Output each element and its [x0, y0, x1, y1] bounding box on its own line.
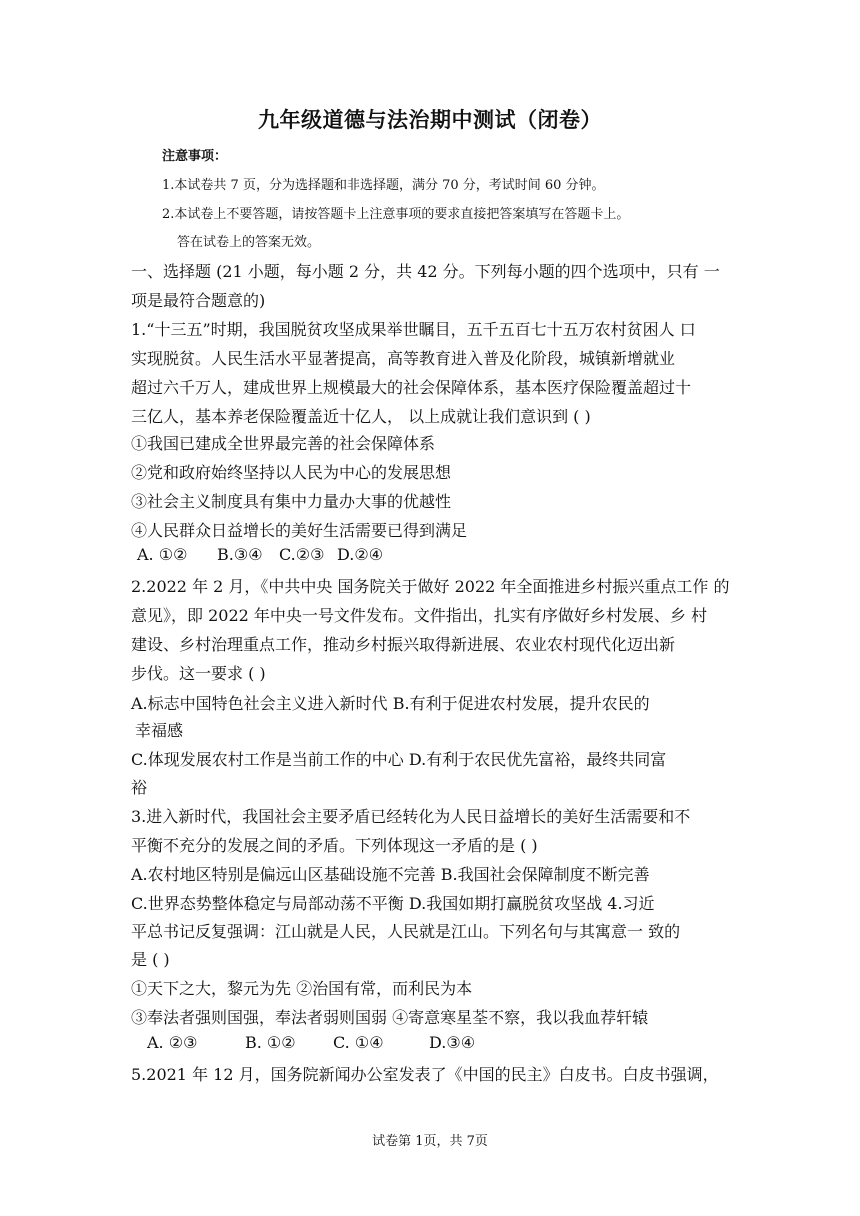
q1-stem-line: 1.“十三五”时期，我国脱贫攻坚成果举世瞩目，五千五百七十五万农村贫困人 口: [131, 320, 696, 339]
q4-option-c: C. ①④: [333, 1033, 384, 1052]
q1-item: ③社会主义制度具有集中力量办大事的优越性: [131, 492, 452, 511]
q2-option-line: A.标志中国特色社会主义进入新时代 B.有利于促进农村发展，提升农民的: [131, 694, 650, 713]
q1-stem-line: 三亿人，基本养老保险覆盖近十亿人， 以上成就让我们意识到 ( ): [131, 407, 591, 426]
q1-options: [137, 545, 383, 564]
q3-line: 平总书记反复强调：江山就是人民，人民就是江山。下列名句与其寓意一 致的: [131, 922, 681, 941]
q4-option-a: A. ②③: [147, 1033, 198, 1052]
q1-stem-line: 超过六千万人，建成世界上规模最大的社会保障体系，基本医疗保险覆盖超过十: [131, 378, 692, 397]
notice-item-3: 答在试卷上的答案无效。: [177, 235, 321, 250]
q2-stem-line: 意见》，即 2022 年中央一号文件发布。文件指出，扎实有序做好乡村发展、乡 村: [131, 606, 707, 625]
q1-option-c: C.②③: [279, 545, 325, 564]
q2-option-line: C.体现发展农村工作是当前工作的中心 D.有利于农民优先富裕，最终共同富: [131, 750, 667, 769]
q5-line: 5.2021 年 12 月，国务院新闻办公室发表了《中国的民主》白皮书。白皮书强调，: [131, 1065, 719, 1084]
section-heading: 一、选择题 (21 小题，每小题 2 分，共 42 分。下列每小题的四个选项中，只有 一: [131, 262, 720, 281]
page-footer: 试卷第 1页，共 7页: [372, 1134, 488, 1149]
notice-item-2: 2.本试卷上不要答题，请按答题卡上注意事项的要求直接把答案填写在答题卡上。: [162, 207, 630, 222]
q3-line: 3.进入新时代，我国社会主要矛盾已经转化为人民日益增长的美好生活需要和不: [131, 807, 691, 826]
q2-stem-line: 步伐。这一要求 ( ): [131, 664, 266, 683]
q3-line: A.农村地区特别是偏远山区基础设施不完善 B.我国社会保障制度不断完善: [131, 865, 650, 884]
q4-option-d: D.③④: [429, 1033, 476, 1052]
q1-option-a: A. ①②: [137, 545, 188, 564]
q3-line: 平衡不充分的发展之间的矛盾。下列体现这一矛盾的是 ( ): [131, 836, 538, 855]
q4-options: [147, 1033, 475, 1052]
q1-item: ①我国已建成全世界最完善的社会保障体系: [131, 434, 436, 453]
q2-option-line: 幸福感: [135, 721, 184, 740]
q4-option-b: B. ①②: [245, 1033, 296, 1052]
q1-option-b: B.③④: [217, 545, 263, 564]
q4-item-line: ①天下之大，黎元为先 ②治国有常，而利民为本: [131, 979, 473, 998]
q4-item-line: ③奉法者强则国强，奉法者弱则国弱 ④寄意寒星荃不察，我以我血荐轩辕: [131, 1008, 649, 1027]
q1-item: ④人民群众日益增长的美好生活需要已得到满足: [131, 521, 468, 540]
q1-option-d: D.②④: [337, 545, 384, 564]
q1-stem-line: 实现脱贫。人民生活水平显著提高，高等教育进入普及化阶段，城镇新增就业: [131, 349, 676, 368]
q3-line: 是 ( ): [131, 950, 170, 969]
notice-item-1: 1.本试卷共 7 页，分为选择题和非选择题，满分 70 分，考试时间 60 分钟。: [162, 178, 605, 193]
q2-stem-line: 建设、乡村治理重点工作，推动乡村振兴取得新进展、农业农村现代化迈出新: [131, 635, 676, 654]
q3-line: C.世界态势整体稳定与局部动荡不平衡 D.我国如期打赢脱贫攻坚战 4.习近: [131, 894, 655, 913]
q1-item: ②党和政府始终坚持以人民为中心的发展思想: [131, 463, 452, 482]
section-heading-cont: 项是最符合题意的): [131, 291, 266, 310]
q2-option-line: 裕: [131, 778, 148, 797]
page-title: 九年级道德与法治期中测试（闭卷）: [258, 107, 602, 132]
notice-label: 注意事项：: [162, 149, 228, 164]
q2-stem-line: 2.2022 年 2 月，《中共中央 国务院关于做好 2022 年全面推进乡村振兴重点工作 的: [131, 577, 730, 596]
